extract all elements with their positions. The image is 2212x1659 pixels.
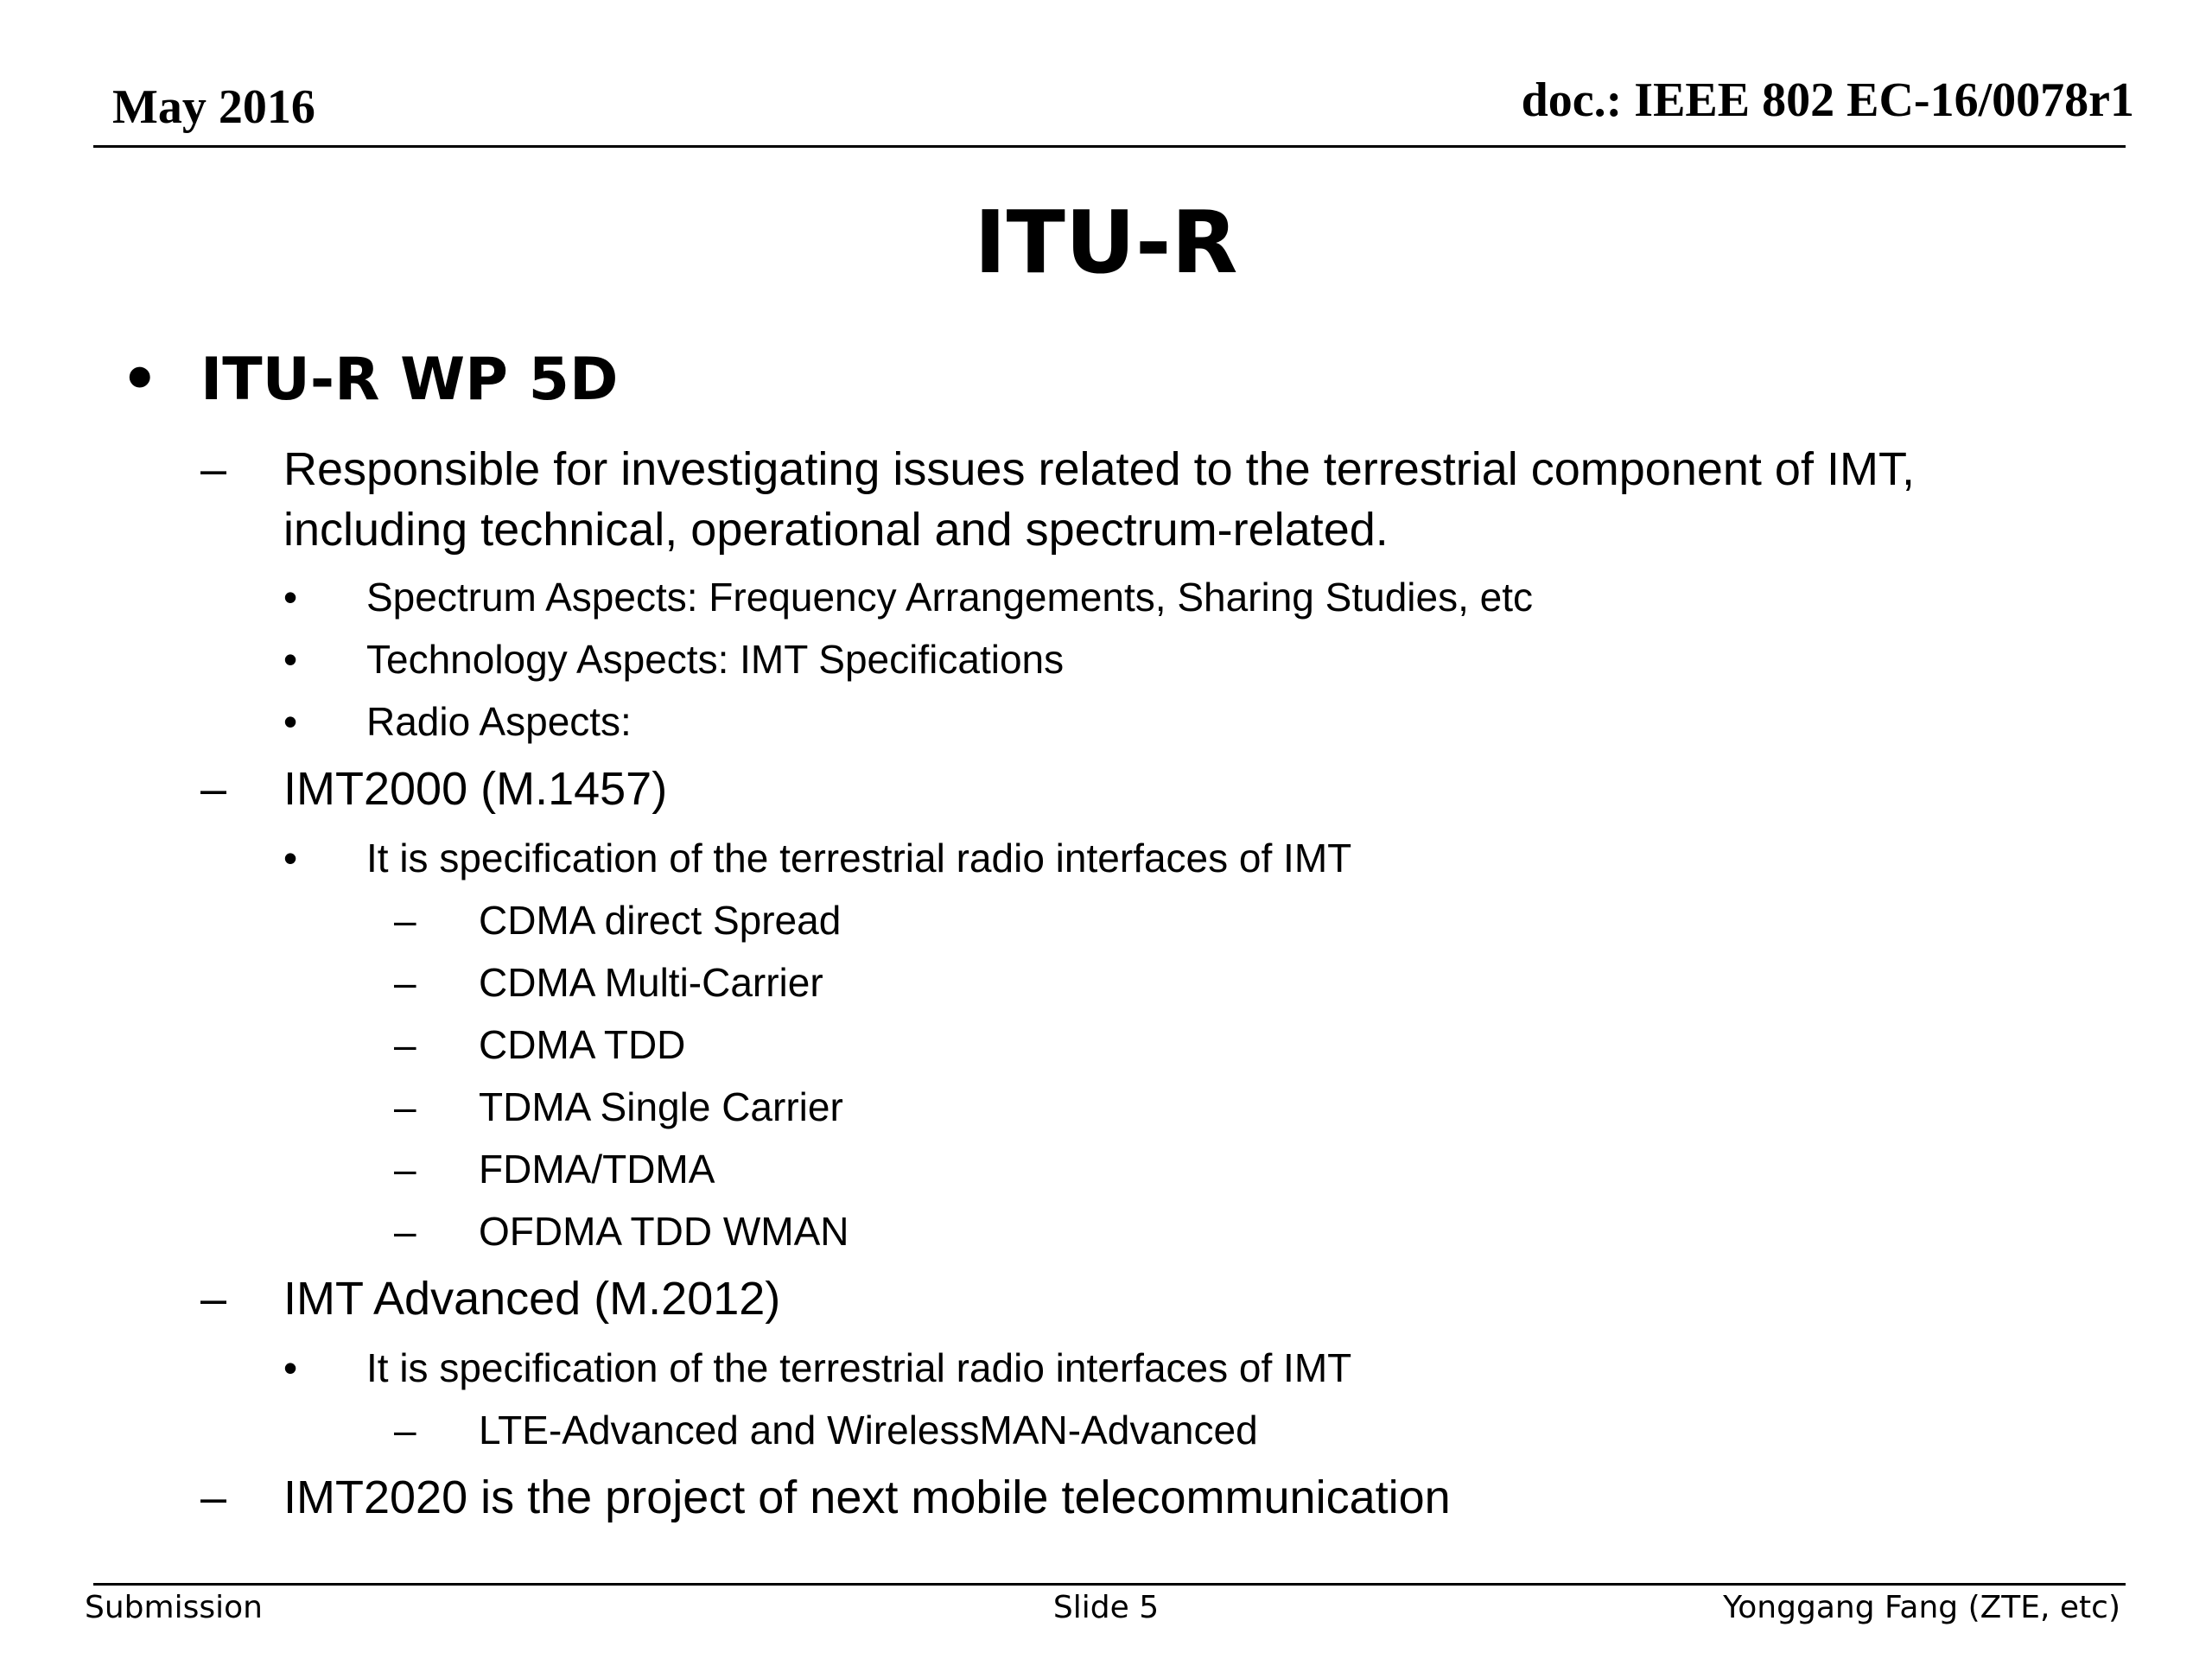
subsub-item: TDMA Single Carrier [479,1084,843,1129]
item-imt-advanced: IMT Advanced (M.2012) [283,1273,781,1325]
dash-marker: – [200,763,227,815]
subsub-dash-marker: – [394,1209,416,1254]
sub-bullet-marker: • [283,1345,298,1390]
header-divider [93,145,2126,148]
footer-author: Yonggang Fang (ZTE, etc) [1723,1590,2120,1625]
footer-submission: Submission [85,1590,263,1625]
sub-bullet-marker: • [283,836,298,880]
subsub-dash-marker: – [394,1022,416,1067]
subsub-dash-marker: – [394,1147,416,1192]
slide-title: ITU-R [974,192,1238,293]
sub-bullet-marker: • [283,699,298,744]
dash-marker: – [200,1273,227,1325]
subsub-dash-marker: – [394,960,416,1005]
sub-item-imt-advanced-spec: It is specification of the terrestrial radio interfaces of IMT [366,1345,1352,1390]
sub-bullet-marker: • [283,637,298,682]
header-date: May 2016 [112,80,315,134]
item-imt2020: IMT2020 is the project of next mobile telecommunication [283,1471,1451,1523]
subsub-dash-marker: – [394,1408,416,1452]
sub-item-spectrum: Spectrum Aspects: Frequency Arrangements, Sharing Studies, etc [366,575,1534,620]
subsub-item: LTE-Advanced and WirelessMAN-Advanced [479,1408,1258,1452]
subsub-dash-marker: – [394,1084,416,1129]
item-responsible-line2: including technical, operational and spectrum-related. [283,504,1389,556]
footer-slide-number: Slide 5 [1052,1590,1160,1625]
subsub-item: FDMA/TDMA [479,1147,715,1192]
sub-item-radio: Radio Aspects: [366,699,632,744]
dash-marker: – [200,1471,227,1523]
footer-divider [93,1583,2126,1586]
subsub-item: CDMA direct Spread [479,898,842,943]
item-responsible-line1: Responsible for investigating issues related to the terrestrial component of IMT, [283,443,1915,495]
subsub-item: OFDMA TDD WMAN [479,1209,849,1254]
header-doc-id: doc.: IEEE 802 EC-16/0078r1 [1521,73,2134,127]
sub-bullet-marker: • [283,575,298,620]
subsub-dash-marker: – [394,898,416,943]
item-imt2000: IMT2000 (M.1457) [283,763,668,815]
sub-item-technology: Technology Aspects: IMT Specifications [366,637,1065,682]
dash-marker: – [200,443,227,495]
subsub-item: CDMA Multi-Carrier [479,960,823,1005]
subsub-item: CDMA TDD [479,1022,686,1067]
bullet-marker: • [121,346,159,414]
bullet-heading: ITU-R WP 5D [200,346,619,414]
sub-item-imt2000-spec: It is specification of the terrestrial radio interfaces of IMT [366,836,1352,880]
